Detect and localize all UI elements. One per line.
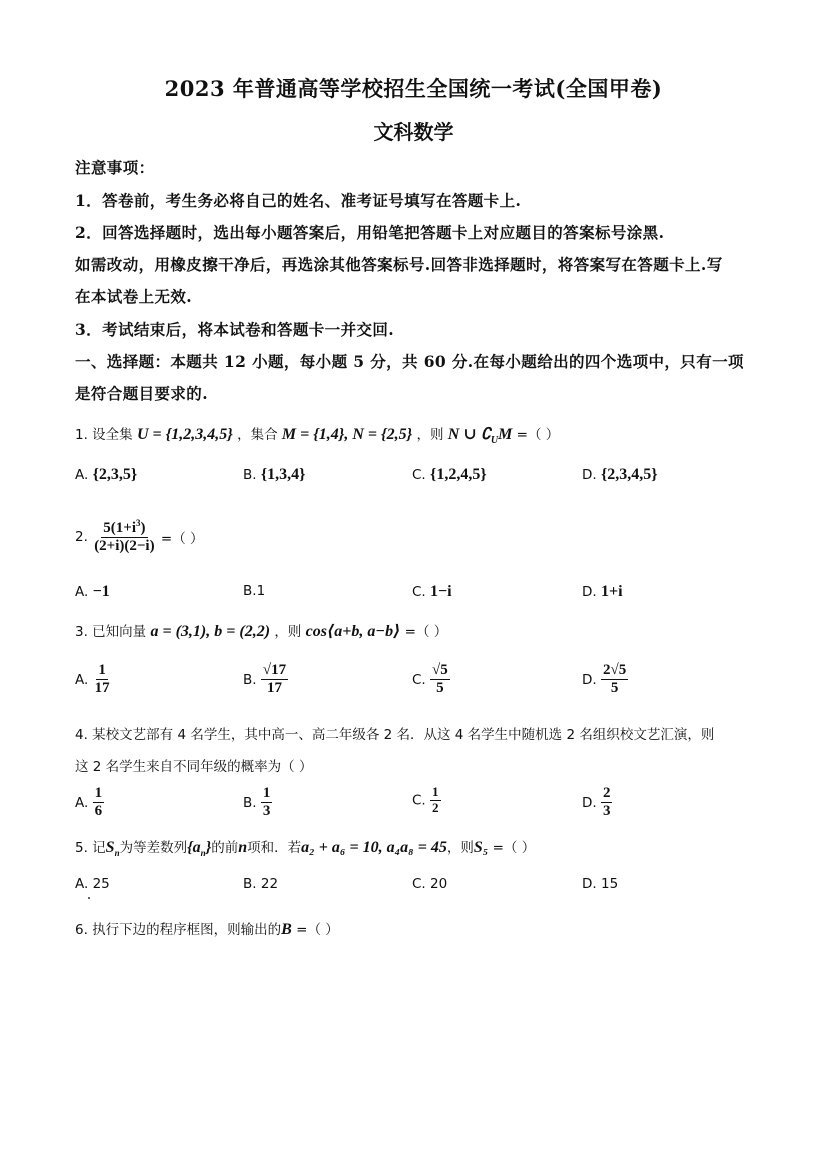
q2-fraction: $\frac{5(1+i^3)}{(2+i)(2-i)}$: [94, 518, 155, 555]
question-2-stem: [75, 518, 204, 556]
q3-vectors: a = (3,1), b = (2,2): [150, 623, 271, 640]
q4-option-a: A. $\frac{1}{6}$: [75, 785, 103, 820]
q4-option-b: B. $\frac{1}{3}$: [243, 785, 271, 820]
question-5-stem: 5. 记$S_n$为等差数列$\{a_n\}$的前n项和．若a₂ + a₆ = 10, a₄a₈ = 45，则S₅ =（ ）: [75, 839, 536, 859]
note-2b: 如需改动，用橡皮擦干净后，再选涂其他答案标号.回答非选择题时，将答案写在答题卡上.写: [75, 255, 723, 274]
note-1: 1．答卷前，考生务必将自己的姓名、准考证号填写在答题卡上.: [75, 191, 522, 210]
exam-title: 2023 年普通高等学校招生全国统一考试(全国甲卷): [164, 76, 663, 101]
q1-option-a: A. {2,3,5}: [75, 466, 138, 483]
q5-sn: $S_n$: [105, 839, 120, 859]
question-4-line2: 这 2 名学生来自不同年级的概率为（ ）: [75, 759, 313, 775]
q3-prefix: 3. 已知向量: [75, 624, 147, 640]
question-4-line1: 4. 某校文艺部有 4 名学生，其中高一、高二年级各 2 名．从这 4 名学生中随机选 2 名组织校文艺汇演，则: [75, 727, 715, 743]
q1-text2: ，则: [416, 427, 444, 443]
q1-prefix: 1. 设全集: [75, 427, 133, 443]
q3-cos-expr: cos⟨a+b, a−b⟩: [305, 623, 401, 640]
q1-option-c: C. {1,2,4,5}: [412, 466, 487, 483]
q3-text: ，则: [274, 624, 302, 640]
section-heading-1: 一、选择题：本题共 12 小题，每小题 5 分，共 60 分.在每小题给出的四个选项中，只有一项: [75, 352, 744, 371]
q1-text: ，集合: [237, 427, 278, 443]
q1-option-d: D. {2,3,4,5}: [582, 466, 658, 483]
q2-prefix: 2.: [75, 528, 88, 545]
q6-b: B: [281, 921, 292, 938]
q3-option-b: B. $\frac{√17}{17}$: [243, 662, 287, 697]
q4-option-c: C. $\frac{1}{2}$: [412, 784, 439, 815]
q5-option-d: D. 15: [582, 876, 619, 892]
q5-option-a: A. 25: [75, 876, 110, 892]
exam-subtitle: 文科数学: [373, 120, 454, 144]
q5-option-b: B. 22: [243, 876, 279, 892]
q3-option-c: C. $\frac{√5}{5}$: [412, 662, 448, 697]
q1-sets: M = {1,4}, N = {2,5}: [281, 426, 413, 443]
q1-blank: =（ ）: [516, 427, 560, 443]
q2-option-a: A. −1: [75, 583, 110, 600]
section-heading-2: 是符合题目要求的.: [75, 384, 208, 403]
q2-option-d: D. 1+i: [582, 583, 623, 600]
q3-option-a: A. $\frac{1}{17}$: [75, 662, 110, 697]
q5-s5: S₅: [473, 839, 489, 856]
question-3-stem: [75, 620, 447, 641]
q3-option-d: D. $\frac{2√5}{5}$: [582, 662, 627, 697]
note-3: 3．考试结束后，将本试卷和答题卡一并交回.: [75, 320, 395, 339]
stray-dot: [88, 897, 90, 899]
note-2c: 在本试卷上无效.: [75, 287, 193, 306]
q3-blank: =（ ）: [404, 624, 448, 640]
q2-option-c: C. 1−i: [412, 583, 452, 600]
q4-option-d: D. $\frac{2}{3}$: [582, 785, 611, 820]
q1-expr: N ∪ $∁_UM$: [447, 426, 513, 447]
q5-condition: a₂ + a₆ = 10, a₄a₈ = 45: [301, 839, 447, 856]
question-1-stem: [75, 423, 559, 446]
notes-heading: 注意事项：: [75, 158, 155, 177]
question-6-stem: 6. 执行下边的程序框图，则输出的B =（ ）: [75, 921, 339, 938]
q5-an: $\{a_n\}$: [187, 839, 212, 859]
q2-option-b: B.1: [243, 583, 266, 599]
q1-option-b: B. {1,3,4}: [243, 466, 306, 483]
note-2: 2．回答选择题时，选出每小题答案后，用铅笔把答题卡上对应题目的答案标号涂黑.: [75, 223, 665, 242]
q5-option-c: C. 20: [412, 876, 448, 892]
q2-blank: =（ ）: [160, 530, 204, 547]
q1-universal-set: U = {1,2,3,4,5}: [136, 426, 233, 443]
